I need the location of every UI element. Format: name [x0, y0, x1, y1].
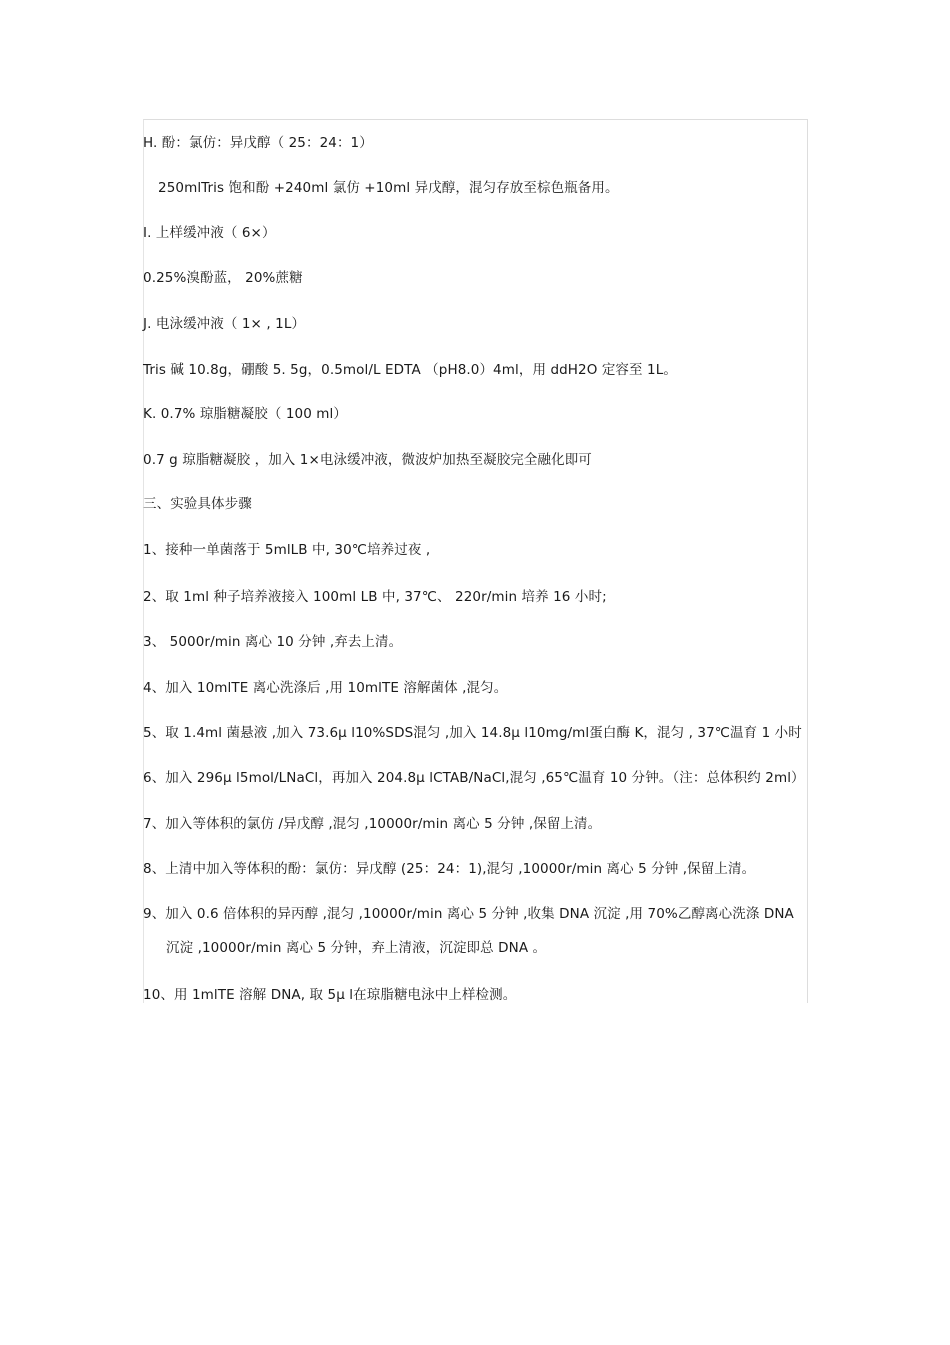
- step-4: 4、加入 10mlTE 离心洗涤后 ,用 10mlTE 溶解菌体 ,混匀。: [143, 680, 508, 696]
- step-7: 7、加入等体积的氯仿 /异戊醇 ,混匀 ,10000r/min 离心 5 分钟 ,保留上清。: [143, 816, 602, 832]
- reagent-j-heading: J. 电泳缓冲液（ 1× , 1L）: [143, 316, 306, 332]
- step-6: 6、加入 296μ l5mol/LNaCl，再加入 204.8μ lCTAB/NaCl,混匀 ,65℃温育 10 分钟。（注：总体积约 2ml）: [143, 770, 805, 786]
- step-2: 2、取 1ml 种子培养液接入 100ml LB 中, 37℃、 220r/min 培养 16 小时;: [143, 589, 607, 605]
- step-10: 10、用 1mlTE 溶解 DNA, 取 5μ l在琼脂糖电泳中上样检测。: [143, 987, 517, 1003]
- step-1: 1、接种一单菌落于 5mlLB 中, 30℃培养过夜 ,: [143, 542, 431, 558]
- step-3: 3、 5000r/min 离心 10 分钟 ,弃去上清。: [143, 634, 403, 650]
- reagent-i-heading: I. 上样缓冲液（ 6×）: [143, 225, 276, 241]
- step-9-continuation: 沉淀 ,10000r/min 离心 5 分钟，弃上清液，沉淀即总 DNA 。: [166, 940, 547, 956]
- reagent-h-heading: H. 酚：氯仿：异戊醇（ 25：24：1）: [143, 135, 373, 151]
- step-8: 8、上清中加入等体积的酚：氯仿：异戊醇 (25：24：1),混匀 ,10000r/min 离心 5 分钟 ,保留上清。: [143, 861, 756, 877]
- reagent-i-recipe: 0.25%溴酚蓝， 20%蔗糖: [143, 270, 303, 286]
- reagent-k-recipe: 0.7 g 琼脂糖凝胶 ，加入 1×电泳缓冲液，微波炉加热至凝胶完全融化即可: [143, 452, 592, 468]
- reagent-k-heading: K. 0.7% 琼脂糖凝胶（ 100 ml）: [143, 406, 347, 422]
- reagent-j-recipe: Tris 碱 10.8g，硼酸 5. 5g，0.5mol/L EDTA （pH8.0）4ml，用 ddH2O 定容至 1L。: [143, 362, 677, 378]
- section-heading: 三、实验具体步骤: [143, 496, 252, 512]
- reagent-h-recipe: 250mlTris 饱和酚 +240ml 氯仿 +10ml 异戊醇，混匀存放至棕色瓶备用。: [158, 180, 619, 196]
- step-9: 9、加入 0.6 倍体积的异丙醇 ,混匀 ,10000r/min 离心 5 分钟 ,收集 DNA 沉淀 ,用 70%乙醇离心洗涤 DNA: [143, 906, 794, 922]
- step-5: 5、取 1.4ml 菌悬液 ,加入 73.6μ l10%SDS混匀 ,加入 14.8μ l10mg/ml蛋白酶 K，混匀 , 37℃温育 1 小时: [143, 725, 802, 741]
